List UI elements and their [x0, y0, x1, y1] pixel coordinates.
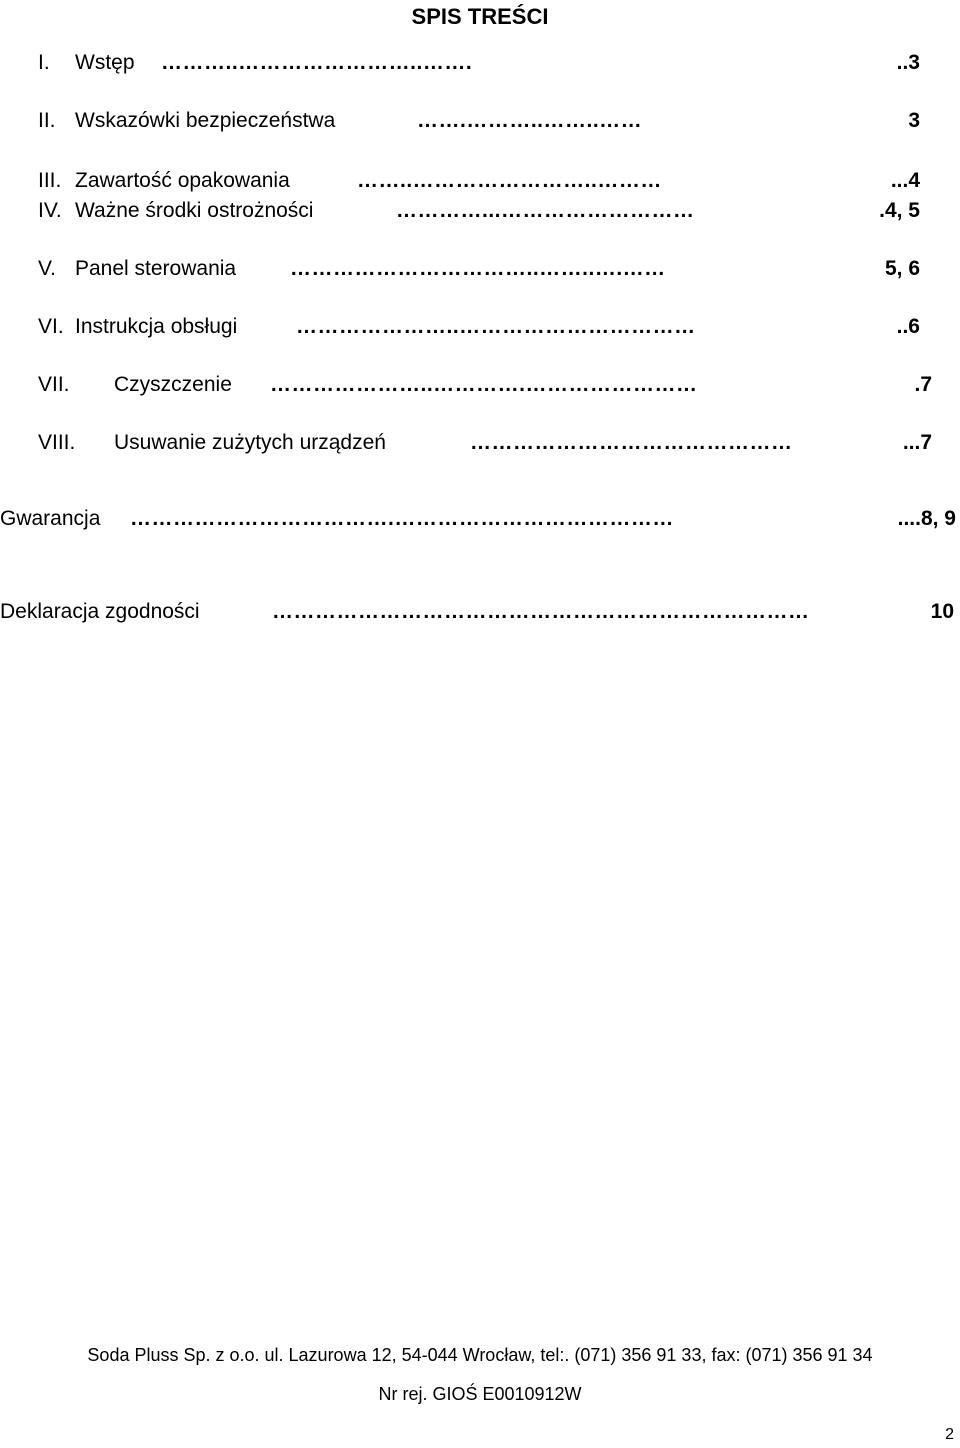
toc-entry — [0, 48, 960, 78]
toc-entry — [0, 166, 960, 196]
toc-entry-leader: ……………………………..……..….…… — [290, 257, 666, 280]
toc-entry — [0, 597, 960, 627]
toc-entry-label: Zawartość opakowania — [75, 169, 290, 192]
toc-entry-number: VIII. — [38, 431, 76, 454]
toc-entry-number: V. — [38, 257, 56, 280]
toc-entry — [0, 504, 960, 534]
toc-entry-page: 3 — [908, 109, 920, 132]
toc-entry — [0, 370, 960, 400]
toc-entry-label: Wskazówki bezpieczeństwa — [75, 109, 336, 132]
toc-entry-page: 5, 6 — [884, 257, 920, 280]
toc-entry-leader: ………..……………………..……. — [161, 51, 473, 74]
toc-entry-page: ....8, 9 — [897, 507, 956, 530]
toc-entry-label: Gwarancja — [0, 507, 101, 530]
toc-title: SPIS TREŚCI — [411, 4, 549, 29]
toc-entry-label: Ważne środki ostrożności — [75, 199, 314, 222]
toc-entry-label: Czyszczenie — [114, 373, 232, 396]
toc-entry-label: Instrukcja obsługi — [75, 315, 238, 338]
toc-entry-page: 10 — [930, 600, 954, 623]
toc-entry-label: Usuwanie zużytych urządzeń — [114, 431, 386, 454]
toc-entry-leader: ………………………………………………………………… — [272, 600, 810, 623]
toc-entry-label: Panel sterowania — [75, 257, 237, 280]
toc-entry-number: IV. — [38, 199, 62, 222]
toc-entry-page: .7 — [914, 373, 932, 396]
toc-entry-leader: …………………..………….…………………… — [270, 373, 698, 396]
toc-entry-page: ...4 — [890, 169, 920, 192]
toc-entry — [0, 254, 960, 284]
toc-entry-page: ..3 — [896, 51, 920, 74]
toc-entry-leader: …………...……………………… — [396, 199, 695, 222]
toc-entry-number: VI. — [38, 315, 64, 338]
toc-entry — [0, 196, 960, 226]
toc-entry-number: I. — [38, 51, 50, 74]
toc-entry-page: ...7 — [902, 431, 932, 454]
toc-entry — [0, 106, 960, 136]
toc-entry-leader: ……………………………….………………………………… — [130, 507, 674, 530]
toc-entry-number: II. — [38, 109, 56, 132]
toc-entry — [0, 428, 960, 458]
footer-registry: Nr rej. GIOŚ E0010912W — [378, 1384, 582, 1404]
toc-entry-leader: ……………………………………… — [470, 431, 793, 454]
toc-entry-page: .4, 5 — [879, 199, 920, 222]
toc-entry-label: Wstęp — [75, 51, 135, 74]
toc-entry-number: III. — [38, 169, 62, 192]
page-number: 2 — [945, 1426, 954, 1443]
footer-company: Soda Pluss Sp. z o.o. ul. Lazurowa 12, 54-044 Wrocław, tel:. (071) 356 91 33, fax: (071) 356 91 34 — [87, 1345, 873, 1365]
toc-entry-page: ..6 — [896, 315, 920, 338]
toc-entry-number: VII. — [38, 373, 70, 396]
toc-entry-label: Deklaracja zgodności — [0, 600, 200, 623]
toc-entry-leader: …………………..…………………………… — [296, 315, 696, 338]
toc-entry-leader: ……..……………………..……… — [357, 169, 662, 192]
toc-entry-leader: …….………..……..…… — [417, 109, 643, 132]
toc-entry — [0, 312, 960, 342]
